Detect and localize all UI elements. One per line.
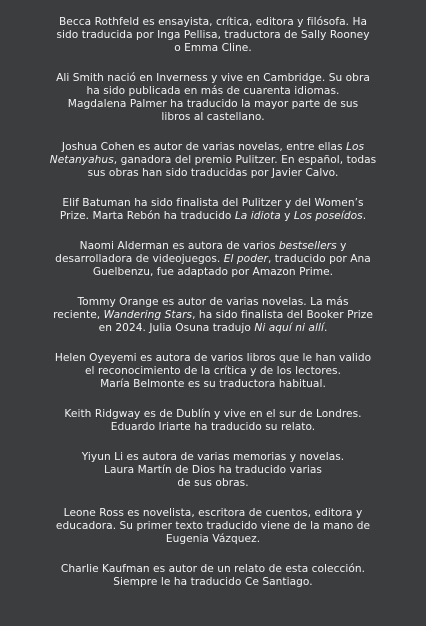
contributor-bio [24,240,402,279]
book-title-text: Wandering Stars [103,309,193,321]
bio-text: libros al castellano. [161,111,265,123]
bio-text: Tommy Orange es autor de varias novelas. La más [77,296,349,308]
bio-text: Siempre le ha traducido Ce Santiago. [113,576,313,588]
bio-text: Magdalena Palmer ha traducido la mayor parte de sus [67,98,359,110]
contributor-bio [24,507,402,546]
book-title-text: bestsellers [278,240,337,252]
bio-text: reciente, [53,309,104,321]
bio-text: Elif Batuman ha sido finalista del Pulitzer y del Women’s [62,197,364,209]
contributor-bio [24,16,402,55]
contributor-bio [24,197,402,223]
bio-text: Charlie Kaufman es autor de un relato de esta colección. [60,563,366,575]
bio-text: Yiyun Li es autora de varias memorias y novelas. [81,451,345,463]
book-title-text: Ni aquí ni allí [254,322,324,334]
bio-text: Helen Oyeyemi es autora de varios libros que le han valido [54,352,372,364]
book-title-text: Netanyahus [49,154,114,166]
bio-text: ha sido publicada en más de cuarenta idiomas. [86,85,340,97]
contributor-bio [24,408,402,434]
bio-text: Joshua Cohen es autor de varias novelas, entre ellas [61,141,347,153]
bio-text: en 2024. Julia Osuna tradujo [98,322,255,334]
contributor-bio [24,72,402,124]
book-title-text: El poder [223,253,268,265]
bio-text: , ganadora del premio Pulitzer. En español, todas [113,154,377,166]
bio-text: . [323,322,328,334]
contributor-bio [24,563,402,589]
bio-text: Laura Martín de Dios ha traducido varias [104,464,322,476]
book-title-text: La idiota [234,210,281,222]
bio-text: desarrolladora de videojuegos. [55,253,224,265]
bio-text: Leone Ross es novelista, escritora de cuentos, editora y [63,507,363,519]
bio-text: , ha sido finalista del Booker Prize [192,309,373,321]
bio-text: Prize. Marta Rebón ha traducido [59,210,235,222]
bio-text: María Belmonte es su traductora habitual. [100,378,326,390]
bio-text: . [362,210,367,222]
bio-text: , traducido por Ana [267,253,371,265]
bio-text: sido traducida por Inga Pellisa, traductora de Sally Rooney [56,29,370,41]
bio-text: educadora. Su primer texto traducido viene de la mano de [55,520,371,532]
bio-text: Becca Rothfeld es ensayista, crítica, editora y filósofa. Ha [58,16,368,28]
bio-text: o Emma Cline. [174,42,252,54]
contributor-bios [24,16,402,589]
bio-text: el reconocimiento de la crítica y de los lectores. [84,365,342,377]
bio-text: de sus obras. [177,477,249,489]
bio-text: Guelbenzu, fue adaptado por Amazon Prime. [92,266,334,278]
bio-text: Eduardo Iriarte ha traducido su relato. [110,421,316,433]
bio-text: sus obras han sido traducidas por Javier Calvo. [87,167,339,179]
contributor-bio [24,451,402,490]
bio-text: Ali Smith nació en Inverness y vive en Cambridge. Su obra [56,72,370,84]
bio-text: Naomi Alderman es autora de varios [79,240,279,252]
contributor-bio [24,352,402,391]
bio-text: Keith Ridgway es de Dublín y vive en el sur de Londres. [64,408,362,420]
book-title-text: Los [346,141,365,153]
book-title-text: Los poseídos [293,210,363,222]
bio-text: Eugenia Vázquez. [165,533,261,545]
contributor-bio [24,141,402,180]
bio-text: y [336,240,347,252]
contributor-bio [24,296,402,335]
bio-text: y [280,210,294,222]
